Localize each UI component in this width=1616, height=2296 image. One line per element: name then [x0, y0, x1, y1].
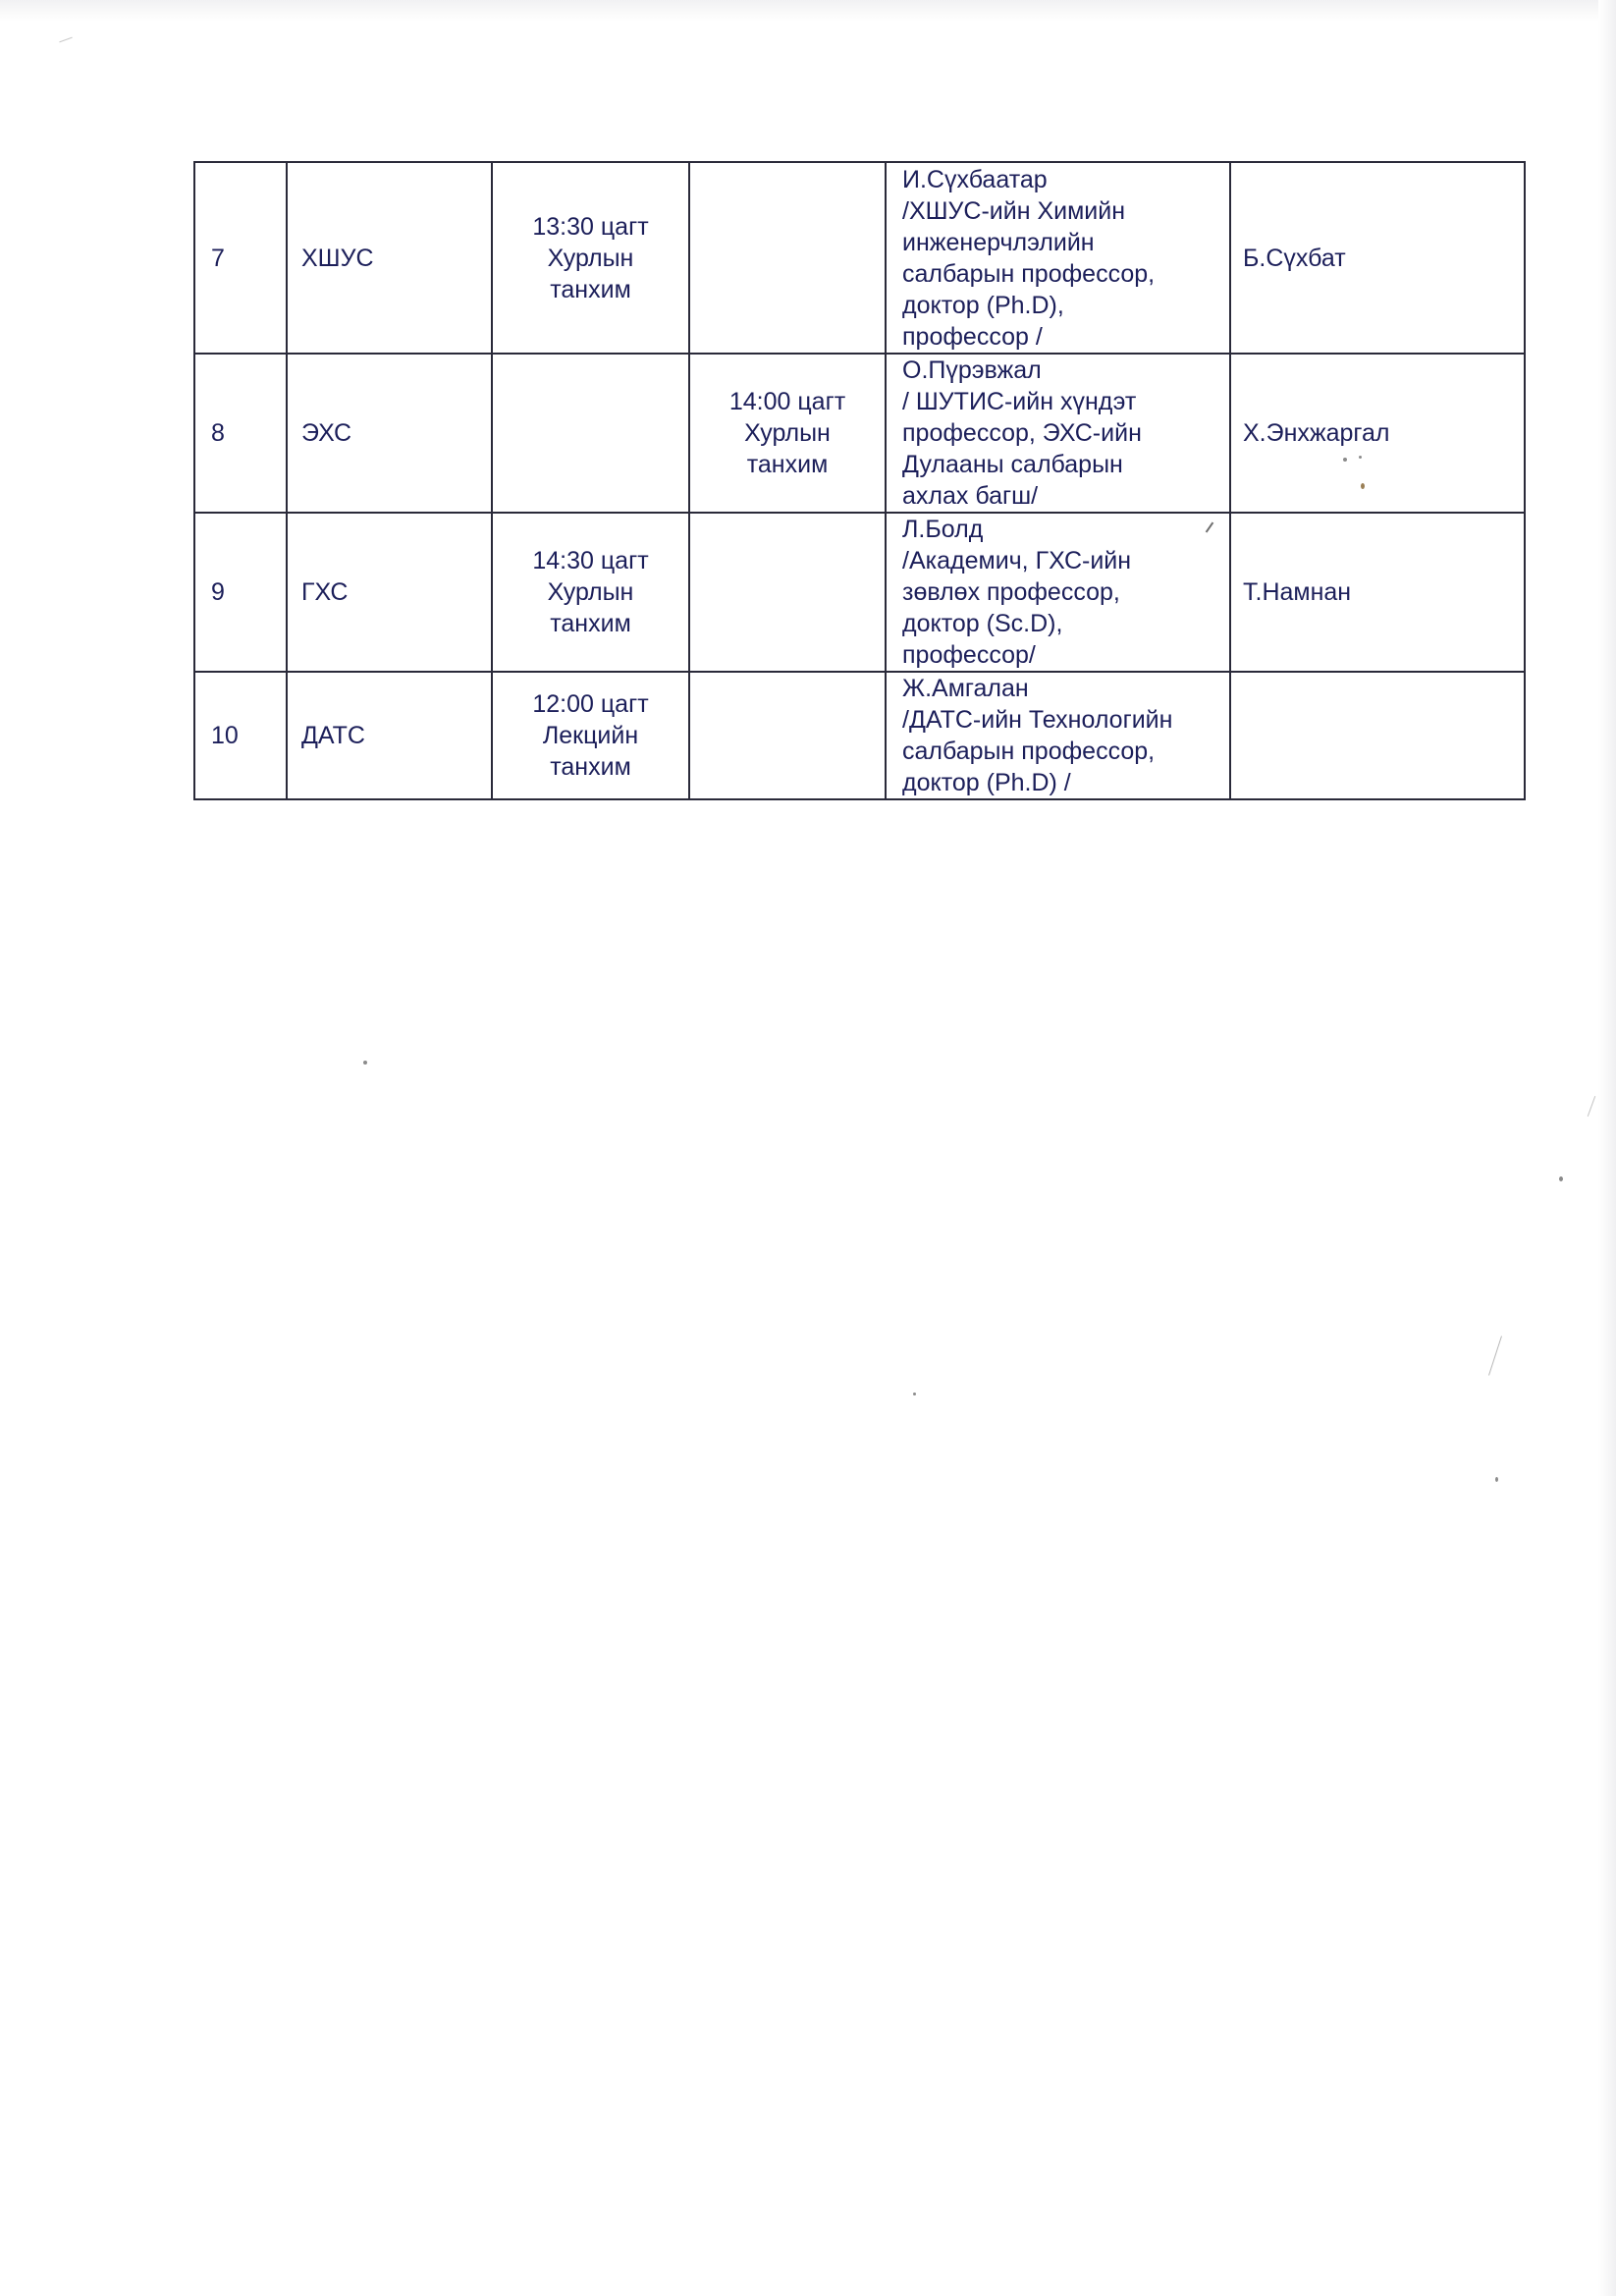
table-row [194, 672, 1525, 799]
scan-edge-top [0, 0, 1616, 22]
school-code: ДАТС [287, 672, 492, 799]
secretary-name: Х.Энхжаргал [1230, 354, 1525, 513]
row-number: 7 [194, 162, 287, 354]
table-row [194, 162, 1525, 354]
secretary-name: Т.Намнан [1230, 513, 1525, 672]
scan-mark [59, 37, 72, 43]
school-code: ЭХС [287, 354, 492, 513]
time-venue-a: 13:30 цагт Хурлын танхим [492, 162, 689, 354]
time-venue-a: 14:30 цагт Хурлын танхим [492, 513, 689, 672]
time-venue-b: 14:00 цагт Хурлын танхим [689, 354, 886, 513]
time-venue-b [689, 672, 886, 799]
table-row [194, 513, 1525, 672]
chair-description: И.Сүхбаатар /ХШУС-ийн Химийн инженерчлэлийн салбарын профессор, доктор (Ph.D), профессор / [886, 162, 1230, 354]
chair-description: Ж.Амгалан /ДАТС-ийн Технологийн салбарын профессор, доктор (Ph.D) / [886, 672, 1230, 799]
row-number: 8 [194, 354, 287, 513]
scan-speck [913, 1393, 916, 1395]
table-row [194, 354, 1525, 513]
scan-speck [1359, 456, 1362, 459]
secretary-name: Б.Сүхбат [1230, 162, 1525, 354]
scan-speck [1343, 458, 1347, 462]
row-number: 9 [194, 513, 287, 672]
time-venue-b [689, 162, 886, 354]
scan-speck [1495, 1477, 1498, 1482]
chair-description: Л.Болд /Академич, ГХС-ийн зөвлөх профессор, доктор (Sc.D), профессор/ [886, 513, 1230, 672]
school-code: ГХС [287, 513, 492, 672]
time-venue-a [492, 354, 689, 513]
scan-speck [1361, 483, 1365, 489]
scan-mark [1588, 1096, 1595, 1117]
scan-speck [363, 1061, 367, 1065]
time-venue-a: 12:00 цагт Лекцийн танхим [492, 672, 689, 799]
scan-mark [1488, 1336, 1502, 1375]
schedule-table [193, 161, 1526, 800]
time-venue-b [689, 513, 886, 672]
secretary-name [1230, 672, 1525, 799]
scan-speck [1559, 1176, 1563, 1181]
chair-description: О.Пүрэвжал / ШУТИС-ийн хүндэт профессор, ЭХС-ийн Дулааны салбарын ахлах багш/ [886, 354, 1230, 513]
scan-edge-right [1598, 0, 1616, 2296]
school-code: ХШУС [287, 162, 492, 354]
row-number: 10 [194, 672, 287, 799]
